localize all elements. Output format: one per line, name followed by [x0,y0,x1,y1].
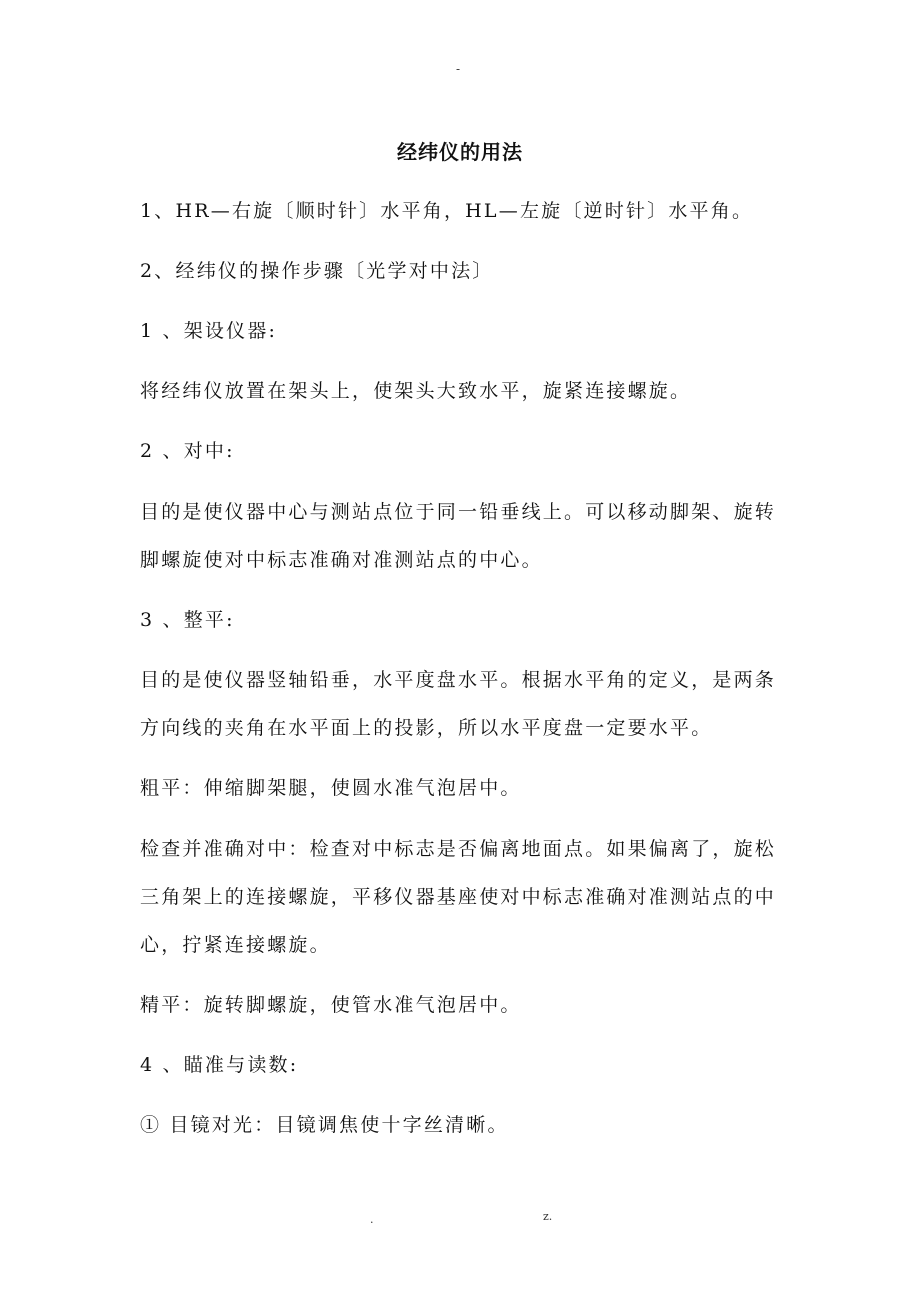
section-setup-heading: 1 、架设仪器: [140,320,278,342]
paragraph-fine-leveling: 精平：旋转脚螺旋，使管水准气泡居中。 [140,994,522,1016]
paragraph-check-centering-line-1: 检查并准确对中：检查对中标志是否偏离地面点。如果偏离了，旋松 [140,838,777,860]
paragraph-setup: 将经纬仪放置在架头上，使架头大致水平，旋紧连接螺旋。 [140,380,692,402]
paragraph-centering-line-1: 目的是使仪器中心与测站点位于同一铅垂线上。可以移动脚架、旋转 [140,501,777,523]
paragraph-check-centering-line-3: 心，拧紧连接螺旋。 [140,934,331,956]
footer-right-mark: z. [543,1210,553,1223]
section-aim-reading-heading: 4 、瞄准与读数: [140,1054,299,1076]
section-centering-heading: 2 、对中: [140,440,235,462]
paragraph-rough-leveling: 粗平：伸缩脚架腿，使圆水准气泡居中。 [140,777,522,799]
paragraph-steps-heading: 2、经纬仪的操作步骤〔光学对中法〕 [140,260,494,282]
paragraph-eyepiece-focus: ① 目镜对光：目镜调焦使十字丝清晰。 [140,1114,509,1136]
paragraph-leveling-line-1: 目的是使仪器竖轴铅垂，水平度盘水平。根据水平角的定义，是两条 [140,669,777,691]
section-leveling-heading: 3 、整平: [140,609,235,631]
footer-left-mark: . [370,1213,374,1226]
page-title: 经纬仪的用法 [397,140,523,164]
paragraph-hr-hl: 1、HR—右旋〔顺时针〕水平角，HL—左旋〔逆时针〕水平角。 [140,200,754,222]
paragraph-centering-line-2: 脚螺旋使对中标志准确对准测站点的中心。 [140,549,543,571]
paragraph-check-centering-line-2: 三角架上的连接螺旋，平移仪器基座使对中标志准确对准测站点的中 [140,886,777,908]
paragraph-leveling-line-2: 方向线的夹角在水平面上的投影，所以水平度盘一定要水平。 [140,717,713,739]
header-mark: - [456,62,461,76]
